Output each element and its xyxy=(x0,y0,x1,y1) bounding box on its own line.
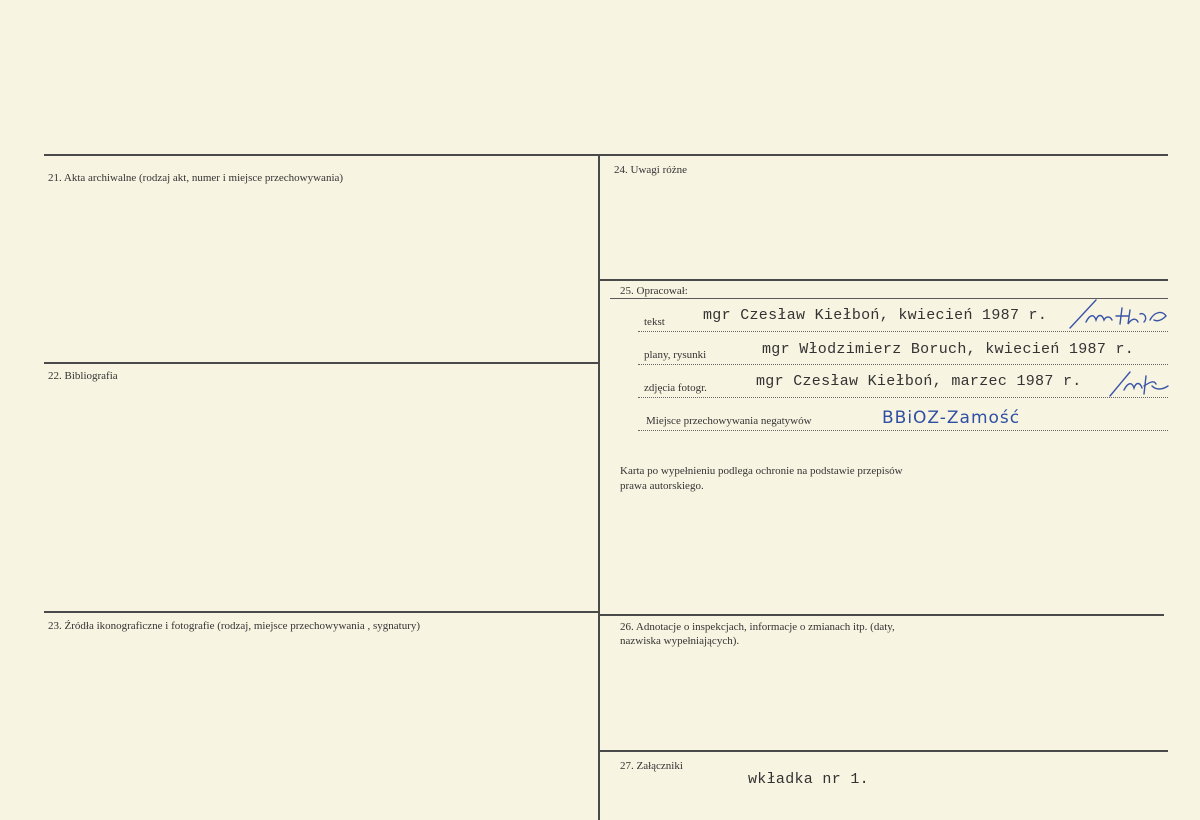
rule-25-26 xyxy=(600,614,1164,616)
zdjecia-value: mgr Czesław Kiełboń, marzec 1987 r. xyxy=(756,373,1082,390)
tekst-value: mgr Czesław Kiełboń, kwiecień 1987 r. xyxy=(703,307,1048,324)
copyright-note-line1: Karta po wypełnieniu podlega ochronie na podstawie przepisów xyxy=(620,465,903,477)
tekst-label: tekst xyxy=(644,316,665,328)
negatywy-label: Miejsce przechowywania negatywów xyxy=(646,415,812,427)
negatywy-value: BBiOZ-Zamość xyxy=(882,408,1021,428)
copyright-note-line2: prawa autorskiego. xyxy=(620,480,704,492)
section-27-value: wkładka nr 1. xyxy=(748,771,869,788)
rule-24-25 xyxy=(600,279,1168,281)
signature-zdjecia xyxy=(1106,368,1176,398)
section-26-label-line2: nazwiska wypełniających). xyxy=(620,635,740,647)
section-27-label: 27. Załączniki xyxy=(620,760,683,772)
section-25-label: 25. Opracował: xyxy=(620,285,688,297)
tekst-line xyxy=(638,331,1168,332)
section-22-label: 22. Bibliografia xyxy=(48,370,118,382)
column-divider xyxy=(598,155,600,820)
zdjecia-line xyxy=(638,397,1168,398)
plany-label: plany, rysunki xyxy=(644,349,707,361)
rule-21-22 xyxy=(44,362,598,364)
rule-26-27 xyxy=(600,750,1168,752)
section-26-label-line1: 26. Adnotacje o inspekcjach, informacje o zmianach itp. (daty, xyxy=(620,621,895,633)
top-rule xyxy=(44,154,1168,156)
section-24-label: 24. Uwagi różne xyxy=(614,164,688,176)
negatywy-line xyxy=(638,430,1168,431)
zdjecia-label: zdjęcia fotogr. xyxy=(644,382,707,394)
signature-tekst xyxy=(1066,296,1186,332)
section-23-label: 23. Źródła ikonograficzne i fotografie (rodzaj, miejsce przechowywania , sygnatury) xyxy=(48,620,421,632)
rule-22-23 xyxy=(44,611,598,613)
section-21-label: 21. Akta archiwalne (rodzaj akt, numer i miejsce przechowywania) xyxy=(48,172,344,184)
plany-value: mgr Włodzimierz Boruch, kwiecień 1987 r. xyxy=(762,341,1135,358)
plany-line xyxy=(638,364,1168,365)
